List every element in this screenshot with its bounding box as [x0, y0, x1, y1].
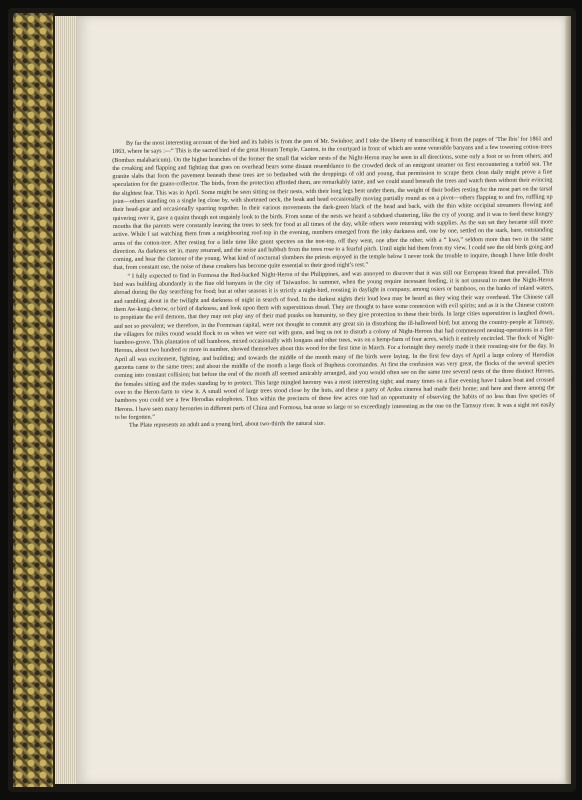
body-text [112, 135, 555, 430]
decorative-cover-border [13, 13, 55, 787]
page-gutter-shadow [565, 16, 571, 784]
paragraph-formosa: “ I fully expected to find in Formosa the Red-backed Night-Heron of the Philippines, and was annoyed to discover that it was still our European friend that prevailed. This bird was building abundantly in the fine old banyans in the city of Taiwanfoo. In summer, when the young require incessant feeding, it is not unusual to meet the Night-Heron abroad during the day searching for food; but at other seasons it is strictly a night-bird, roosting in daylight in company, among osiers or bamboos, on the banks of inland waters, and rambling about in the twilight and darkness of night in search of food. In the darkest nights their loud kwa may be heard as they wing their way overhead. The Chinese call them Aw-kung-cheow, or bird of darkness, and look upon them with superstitious dread. They are thought to have some connexion with evil spirits; and as it is the Chinese custom to propitiate the evil demons, that they may not play any of their mad pranks on humanity, so they give protection to these their birds. In large cities superstition is laughed down, and not so prevalent; we therefore, in the Formosan capital, were not thought to commit any great sin in disturbing the ill-hallowed bird; but among the country-people at Tamsuy, the villagers for miles round would flock to us when we were out with guns, and beg us not to disturb a colony of Night-Herons that had commenced nesting-operations in a fine bamboo-grove. This plantation of tall bamboos, mixed occasionally with longans and other trees, was on a hemp-farm of four acres, which it entirely encircled. The flock of Night-Herons, about two hundred or more in number, showed themselves about this wood for the first time in March. For a fortnight they merely made it their roosting-site for the day. In April all was excitement, fighting, and building; and towards the middle of the month many of the birds were laying. In the first few days of April a large colony of Herodias garzetta came to the same trees; and about the middle of the month a large flock of Bupheus coromandus. At first the confusion was very great, the flocks of the several species coming into constant collision; but before the end of the month all seemed amicably arranged, and you would often see on the same tree several nests of the three distinct Herons, the females sitting and the males standing by to protect. This large mingled heronry was a most interesting sight; and many times on a fine evening have I taken boat and crossed over to the Heron-farm to view it. A small wood of large trees stood close by the huts, and these a party of Ardea cinerea had made their home; and here and there among the bamboos you could see a few Herodias eulophotes. Thus within the precincts of these few acres one had an opportunity of observing the habits of no less than five species of Herons. I have seen many heronries in different parts of China and Formosa, but none so large or so exceedingly interesting as the one on the Tamsuy river. It was a sight not easily to be forgotten.” [113, 269, 555, 421]
page-edges [55, 16, 78, 784]
paragraph-plate-note: The Plate represents an adult and a young bird, about two-thirds the natural size. [128, 420, 326, 429]
paragraph-swinhoe-account: By far the most interesting account of the bird and its habits is from the pen of Mr. Swinhoe; and I take the liberty of transcribing it from the pages of ‘The Ibis’ for 1861 and 1863, where he says :—“ This is the sacred bird of the great Honam Temple, Canton, in the courtyard in front of which are some venerable banyans and a few towering cotton-trees (Bombax malabaricum). On the higher branches of the former the small flat wicker nests of the Night-Heron may be seen in all directions, some only a foot or so from others; and the croaking and flapping and fighting that goes on overhead bears some distant resemblance to the crowded deck of an emigrant steamer on first encountering a turbid sea. The granite slabs that form the pavement beneath these trees are so bedaubed with the droppings of old and young, that permission to scrape them clean daily might prove a fine speculation for the guano-collector. The birds, from the protection afforded them, are remarkably tame, and we could stand beneath the trees and watch them without their evincing the slightest fear. This was in April. Some might be seen sitting on their nests, with their long legs bent under them, the weight of their bodies resting for the most part on the tarsal joint—others standing on a single leg close by, with shortened neck, the beak and head occasionally moving partially round as on a pivot—others flapping to and fro, ruffling up their head-gear and occasionally sparring together. In their various movements the dark-green black of the head and back, with the thin white occipital streamers flowing and quivering over it, gave a quaint though not ungainly look to the birds. From some of the nests we heard a subdued chattering, like the cry of young; and it was to feed these hungry mouths that the parents were constantly leaving the trees to seek for food at all times of the day, while others were returning with supplies. As the sun set they became still more active. While I sat watching them from a neighbouring roof-top in the evening, numbers emerged from the inky darkness and, one by one, settled on the stark, bare, outstanding arms of the cotton-tree. After resting for a little time like gaunt spectres on the tree-top, off they went, one after the other, with a “ kwa,” seldom more than two in the same direction. As darkness set in, many returned, and the noise and hubbub from the trees rose to a fearful pitch. Until night hid them from my view, I could see the old birds going and coming, and hear the clamour of the young. What kind of nocturnal slumbers the priests enjoyed in the temple below I never took the trouble to inquire, though I have little doubt that, from constant use, the noise of these croakers has become quite essential to their good night’s rest.” [112, 136, 554, 272]
